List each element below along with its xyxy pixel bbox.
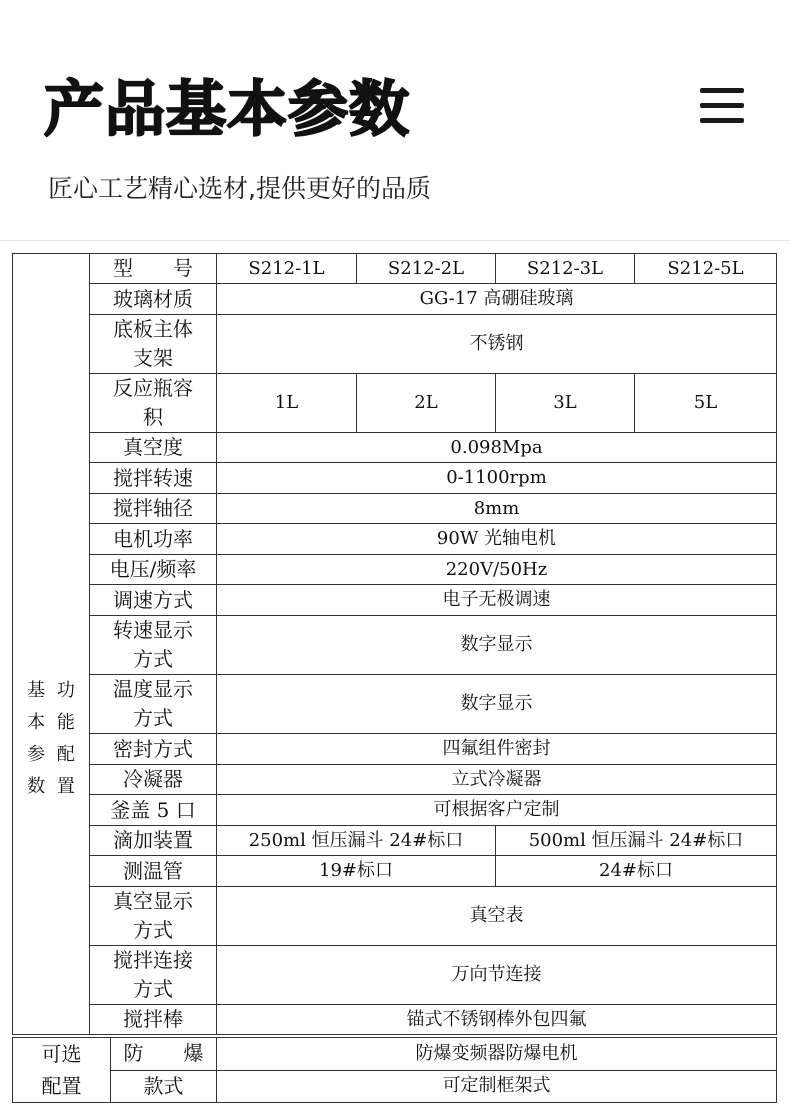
row-label-line: 搅拌连接 <box>113 948 193 972</box>
table-row <box>13 946 777 1005</box>
row-value: 250ml 恒压漏斗 24#标口 <box>217 826 496 856</box>
table-row <box>13 585 777 616</box>
table-row <box>13 1005 777 1035</box>
table-row <box>13 887 777 946</box>
row-value: 锚式不锈钢棒外包四氟 <box>217 1005 777 1035</box>
page-title: 产品基本参数 <box>44 75 410 145</box>
group-label-basic: 基本参数 <box>27 680 46 797</box>
table-row <box>13 524 777 555</box>
row-value: GG-17 高硼硅玻璃 <box>217 284 777 315</box>
row-value: 0.098Mpa <box>217 433 777 463</box>
table-row <box>13 494 777 524</box>
row-value: 19#标口 <box>217 856 496 887</box>
row-value: 24#标口 <box>496 856 777 887</box>
row-label: 防 爆 <box>111 1038 217 1071</box>
table-row <box>13 555 777 585</box>
row-value: 电子无极调速 <box>217 585 777 616</box>
row-label-line: 方式 <box>133 977 173 1001</box>
menu-icon[interactable] <box>700 88 744 124</box>
group-basic-function <box>13 254 90 1035</box>
group-label-line: 配置 <box>41 1074 82 1098</box>
table-row <box>13 675 777 734</box>
row-label <box>90 374 217 433</box>
row-label: 搅拌轴径 <box>90 494 217 524</box>
row-value: 500ml 恒压漏斗 24#标口 <box>496 826 777 856</box>
model-2l: S212-2L <box>357 254 496 284</box>
volume-5l: 5L <box>635 374 777 433</box>
model-3l: S212-3L <box>496 254 635 284</box>
row-label <box>90 315 217 374</box>
row-value: 不锈钢 <box>217 315 777 374</box>
table-row <box>13 765 777 795</box>
row-label-line: 支架 <box>133 346 173 370</box>
model-5l: S212-5L <box>635 254 777 284</box>
row-label: 真空度 <box>90 433 217 463</box>
table-row <box>13 795 777 826</box>
table-row <box>13 284 777 315</box>
row-label-line: 积 <box>143 405 163 429</box>
row-value: 220V/50Hz <box>217 555 777 585</box>
row-label-line: 底板主体 <box>113 317 193 341</box>
table-row <box>13 254 777 284</box>
row-label <box>90 946 217 1005</box>
divider <box>0 240 790 241</box>
row-value: 0-1100rpm <box>217 463 777 494</box>
row-label: 密封方式 <box>90 734 217 765</box>
row-label <box>90 675 217 734</box>
table-row <box>13 374 777 433</box>
group-optional <box>13 1038 111 1103</box>
row-label: 搅拌棒 <box>90 1005 217 1035</box>
table-row <box>13 734 777 765</box>
row-label: 电压/频率 <box>90 555 217 585</box>
model-1l: S212-1L <box>217 254 357 284</box>
row-value: 可定制框架式 <box>217 1070 777 1103</box>
group-label-function: 功能配置 <box>56 680 75 797</box>
row-label: 玻璃材质 <box>90 284 217 315</box>
row-value: 四氟组件密封 <box>217 734 777 765</box>
table-row <box>13 315 777 374</box>
row-label: 测温管 <box>90 856 217 887</box>
spec-table <box>12 253 777 1035</box>
row-label-line: 温度显示 <box>113 677 193 701</box>
row-label <box>90 616 217 675</box>
row-label: 搅拌转速 <box>90 463 217 494</box>
model-label: 型 号 <box>90 254 217 284</box>
row-value: 数字显示 <box>217 616 777 675</box>
row-value: 真空表 <box>217 887 777 946</box>
table-row <box>13 616 777 675</box>
row-label-line: 真空显示 <box>113 889 193 913</box>
row-label-line: 反应瓶容 <box>113 376 193 400</box>
group-label-line: 可选 <box>41 1042 82 1066</box>
page-subtitle: 匠心工艺精心选材,提供更好的品质 <box>48 174 431 203</box>
row-value: 数字显示 <box>217 675 777 734</box>
row-label-line: 方式 <box>133 647 173 671</box>
row-label <box>90 887 217 946</box>
row-value: 防爆变频器防爆电机 <box>217 1038 777 1071</box>
volume-2l: 2L <box>357 374 496 433</box>
row-label: 冷凝器 <box>90 765 217 795</box>
volume-3l: 3L <box>496 374 635 433</box>
row-value: 8mm <box>217 494 777 524</box>
row-label: 电机功率 <box>90 524 217 555</box>
row-label: 调速方式 <box>90 585 217 616</box>
table-row <box>13 1038 777 1071</box>
row-label-line: 方式 <box>133 918 173 942</box>
row-label: 滴加装置 <box>90 826 217 856</box>
volume-1l: 1L <box>217 374 357 433</box>
optional-table <box>12 1037 777 1103</box>
table-row <box>13 826 777 856</box>
row-label: 釜盖 5 口 <box>90 795 217 826</box>
row-value: 可根据客户定制 <box>217 795 777 826</box>
row-value: 立式冷凝器 <box>217 765 777 795</box>
row-label: 款式 <box>111 1070 217 1103</box>
table-row <box>13 856 777 887</box>
table-row <box>13 463 777 494</box>
row-value: 万向节连接 <box>217 946 777 1005</box>
table-row <box>13 1070 777 1103</box>
row-label-line: 方式 <box>133 706 173 730</box>
table-row <box>13 433 777 463</box>
row-value: 90W 光轴电机 <box>217 524 777 555</box>
row-label-line: 转速显示 <box>113 618 193 642</box>
header <box>0 0 790 240</box>
